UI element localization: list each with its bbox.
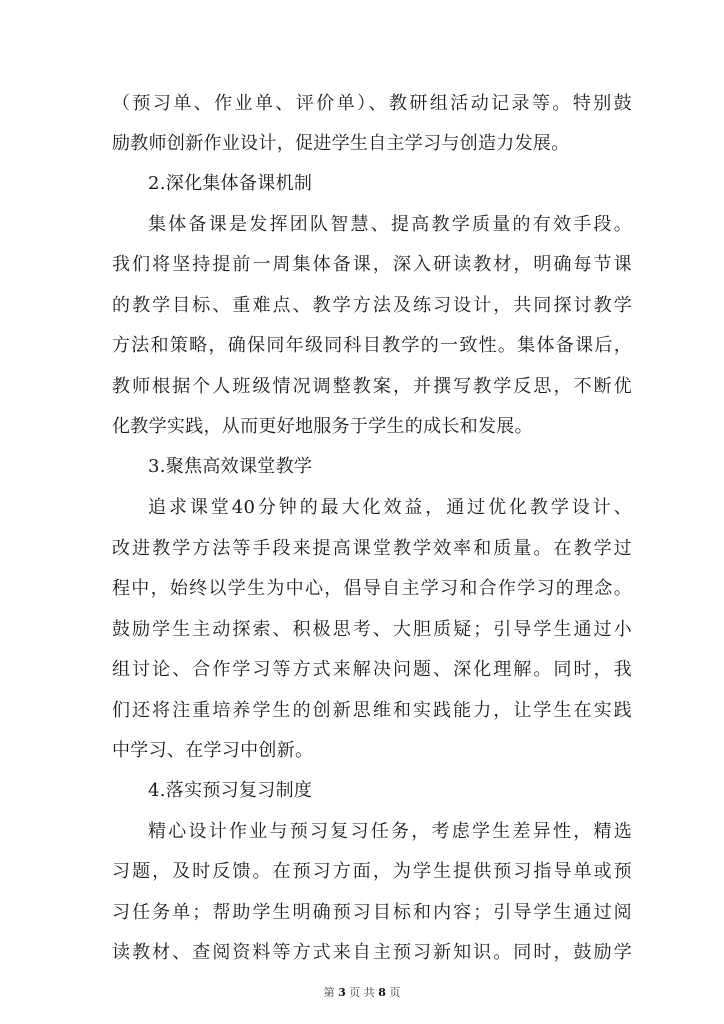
paragraph-line: 集体备课是发挥团队智慧、提高教学质量的有效手段。: [148, 214, 632, 235]
paragraph-line: 习任务单；帮助学生明确预习目标和内容；引导学生通过阅: [112, 902, 632, 923]
paragraph-line: 方法和策略，确保同年级同科目教学的一致性。集体备课后，: [112, 335, 632, 356]
paragraph-line: 改进教学方法等手段来提高课堂教学效率和质量。在教学过: [112, 538, 632, 559]
paragraph-line: 的教学目标、重难点、教学方法及练习设计，共同探讨教学: [112, 295, 632, 316]
page-footer: [0, 985, 724, 1001]
footer-prefix: 第: [323, 986, 335, 999]
paragraph-line: 鼓励学生主动探索、积极思考、大胆质疑；引导学生通过小: [112, 619, 632, 640]
paragraph-line: 化教学实践，从而更好地服务于学生的成长和发展。: [112, 416, 533, 437]
section-heading-2: 2.深化集体备课机制: [148, 173, 313, 194]
footer-middle: 页 共: [349, 986, 375, 999]
paragraph-line: 精心设计作业与预习复习任务，考虑学生差异性，精选: [148, 821, 632, 842]
paragraph-line: 程中，始终以学生为中心，倡导自主学习和合作学习的理念。: [112, 578, 632, 599]
total-pages-number: 8: [378, 986, 386, 999]
paragraph-line: 们还将注重培养学生的创新思维和实践能力，让学生在实践: [112, 700, 632, 721]
paragraph-line: 中学习、在学习中创新。: [112, 740, 314, 761]
paragraph-line: 读教材、查阅资料等方式来自主预习新知识。同时，鼓励学: [112, 942, 632, 963]
current-page-number: 3: [338, 986, 346, 999]
paragraph-line: 组讨论、合作学习等方式来解决问题、深化理解。同时，我: [112, 659, 632, 680]
section-heading-3: 3.聚焦高效课堂教学: [148, 456, 313, 477]
paragraph-line: （预习单、作业单、评价单）、教研组活动记录等。特别鼓: [112, 93, 632, 114]
paragraph-line: 习题，及时反馈。在预习方面，为学生提供预习指导单或预: [112, 861, 632, 882]
paragraph-line: 励教师创新作业设计，促进学生自主学习与创造力发展。: [112, 133, 570, 154]
paragraph-line: 我们将坚持提前一周集体备课，深入研读教材，明确每节课: [112, 254, 632, 275]
section-heading-4: 4.落实预习复习制度: [148, 780, 313, 801]
footer-suffix: 页: [389, 986, 401, 999]
paragraph-line: 追求课堂40分钟的最大化效益，通过优化教学设计、: [148, 497, 632, 518]
paragraph-line: 教师根据个人班级情况调整教案，并撰写教学反思，不断优: [112, 376, 632, 397]
